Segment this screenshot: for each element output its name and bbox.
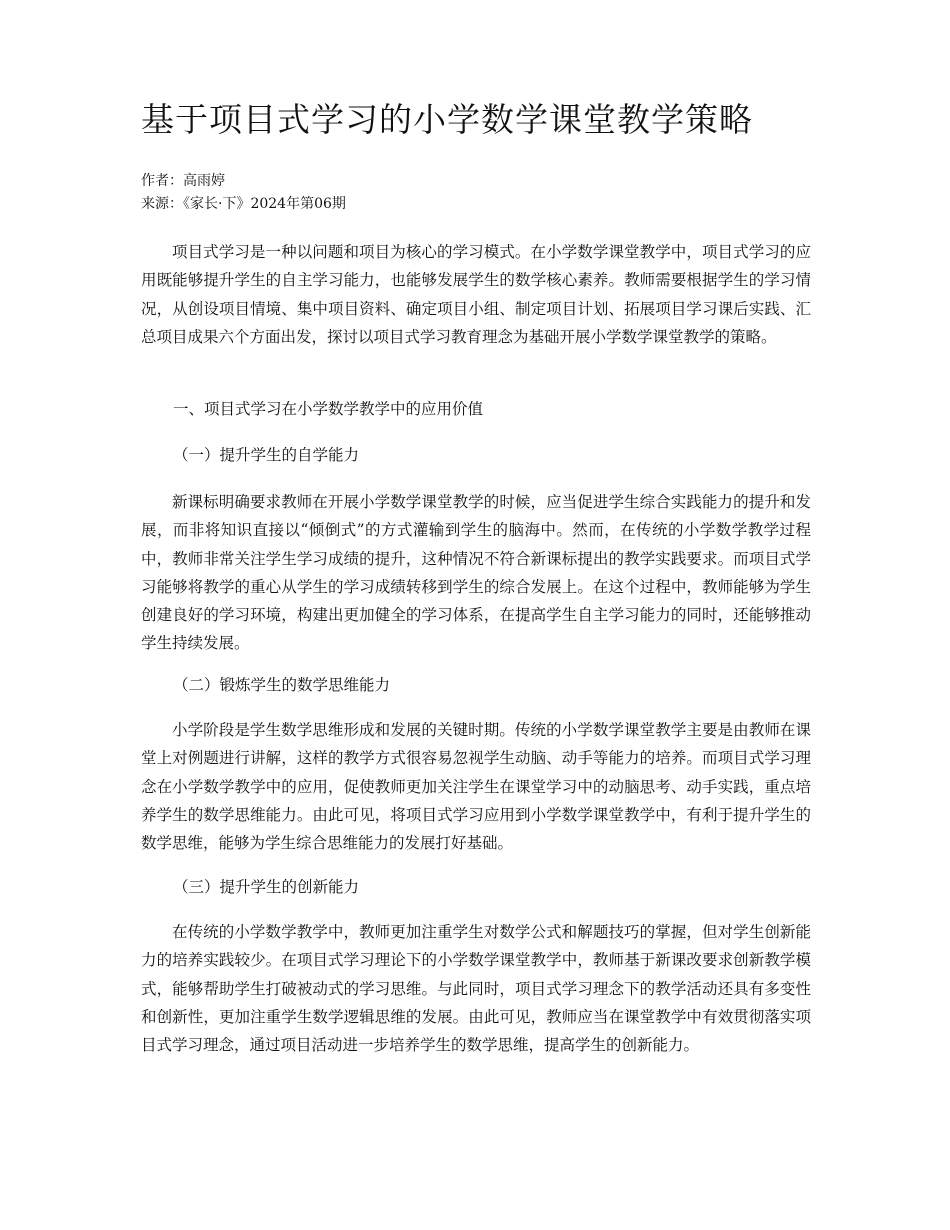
body-paragraph: 在传统的小学数学教学中，教师更加注重学生对数学公式和解题技巧的掌握，但对学生创新能力的培养实践较少。在项目式学习理论下的小学数学课堂教学中，教师基于新课改要求创新教学模式，能够帮助学生打破被动式的学习思维。与此同时，项目式学习理念下的教学活动还具有多变性和创新性，更加注重学生数学逻辑思维的发展。由此可见，教师应当在课堂教学中有效贯彻落实项目式学习理念，通过项目活动进一步培养学生的数学思维，提高学生的创新能力。	[141, 923, 811, 1055]
body-paragraph: 小学阶段是学生数学思维形成和发展的关键时期。传统的小学数学课堂教学主要是由教师在课堂上对例题进行讲解，这样的教学方式很容易忽视学生动脑、动手等能力的培养。而项目式学习理念在小学数学教学中的应用，促使教师更加关注学生在课堂学习中的动脑思考、动手实践，重点培养学生的数学思维能力。由此可见，将项目式学习应用到小学数学课堂教学中，有利于提升学生的数学思维，能够为学生综合思维能力的发展打好基础。	[141, 721, 811, 853]
subsection-heading: （一）提升学生的自学能力	[173, 446, 360, 464]
article-title: 基于项目式学习的小学数学课堂教学策略	[141, 100, 753, 139]
body-paragraph: 新课标明确要求教师在开展小学数学课堂教学的时候，应当促进学生综合实践能力的提升和发展，而非将知识直接以“倾倒式”的方式灌输到学生的脑海中。然而，在传统的小学数学教学过程中，教师非常关注学生学习成绩的提升，这种情况不符合新课标提出的教学实践要求。而项目式学习能够将教学的重心从学生的学习成绩转移到学生的综合发展上。在这个过程中，教师能够为学生创建良好的学习环境，构建出更加健全的学习体系，在提高学生自主学习能力的同时，还能够推动学生持续发展。	[141, 493, 811, 653]
abstract-paragraph: 项目式学习是一种以问题和项目为核心的学习模式。在小学数学课堂教学中，项目式学习的应用既能够提升学生的自主学习能力，也能够发展学生的数学核心素养。教师需要根据学生的学习情况，从创设项目情境、集中项目资料、确定项目小组、制定项目计划、拓展项目学习课后实践、汇总项目成果六个方面出发，探讨以项目式学习教育理念为基础开展小学数学课堂教学的策略。	[141, 243, 811, 346]
subsection-heading: （二）锻炼学生的数学思维能力	[173, 676, 391, 694]
author-line: 作者：高雨婷	[141, 173, 225, 189]
section-heading: 一、项目式学习在小学数学教学中的应用价值	[173, 400, 484, 418]
source-line: 来源：《家长·下》2024年第06期	[141, 196, 346, 212]
subsection-heading: （三）提升学生的创新能力	[173, 878, 360, 896]
